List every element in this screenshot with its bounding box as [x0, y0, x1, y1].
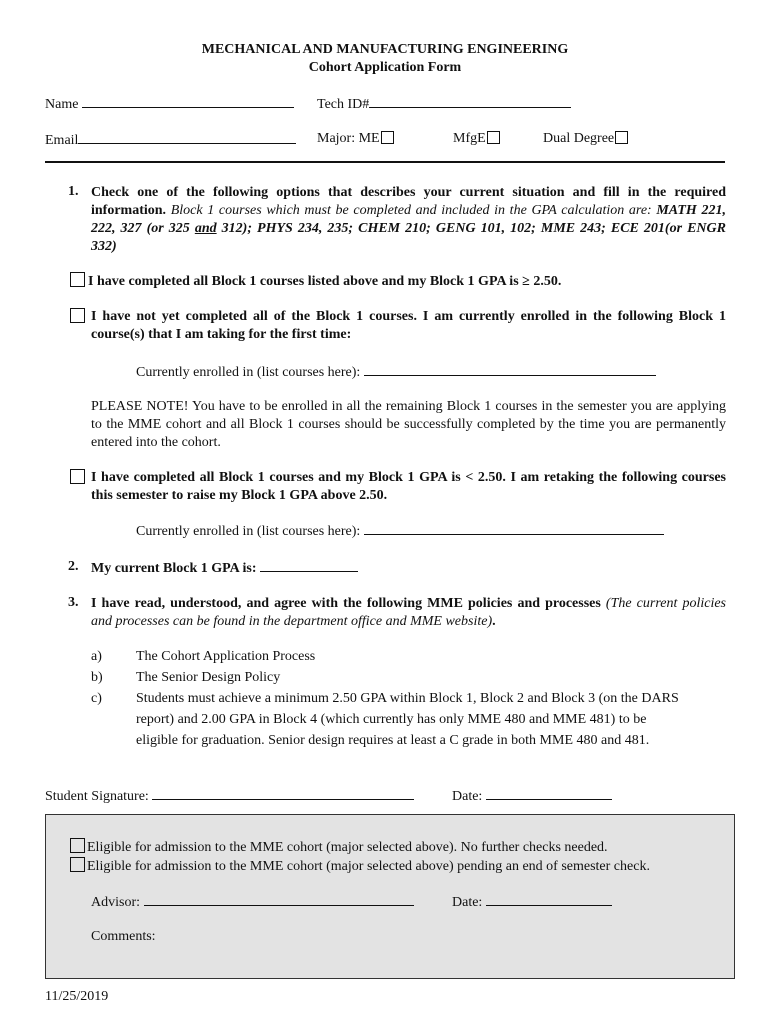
comments-label: Comments:	[91, 929, 156, 944]
advisor-line[interactable]	[144, 893, 414, 906]
tech-id-field[interactable]	[317, 95, 571, 113]
q1-option1-checkbox[interactable]	[70, 272, 85, 287]
q1-number: 1.	[68, 184, 79, 199]
student-date-line[interactable]	[486, 787, 612, 800]
name-line[interactable]	[82, 95, 294, 108]
q1-enrolled-label-2: Currently enrolled in (list courses here):	[136, 524, 361, 539]
q1-instructions	[91, 184, 726, 256]
form-title: MECHANICAL AND MANUFACTURING ENGINEERING	[201, 42, 569, 57]
student-date-label: Date:	[452, 789, 483, 804]
q1-courses-and: and	[194, 221, 217, 236]
q1-enrolled-field[interactable]	[136, 363, 656, 381]
eligible-2-label: Eligible for admission to the MME cohort (major selected above) pending an end of semester check.	[87, 859, 650, 874]
q3-item-a-marker: a)	[91, 649, 102, 664]
eligible-option-1[interactable]	[70, 838, 608, 856]
form-subtitle: Cohort Application Form	[308, 60, 462, 75]
q1-courses-b: 312); PHYS 234, 235; CHEM 210; GENG 101, 102; MME 243; ECE 201(or ENGR 332)	[91, 221, 726, 254]
eligible-1-label: Eligible for admission to the MME cohort (major selected above). No further checks needed.	[87, 840, 608, 855]
q1-enrolled-field-2[interactable]	[136, 522, 664, 540]
tech-id-line[interactable]	[369, 95, 571, 108]
q1-enrolled-line[interactable]	[364, 363, 656, 376]
q3-item-a-text: The Cohort Application Process	[136, 649, 316, 664]
advisor-label: Advisor:	[91, 895, 140, 910]
footer-date: 11/25/2019	[45, 989, 109, 1004]
email-field[interactable]	[45, 131, 296, 149]
email-line[interactable]	[78, 131, 296, 144]
q3-item-c-marker: c)	[91, 691, 102, 706]
q1-option3-checkbox-wrap[interactable]	[70, 469, 88, 487]
q2-gpa-line[interactable]	[260, 559, 358, 572]
q3-item-c-line2: report) and 2.00 GPA in Block 4 (which currently has only MME 480 and MME 481) to be	[136, 712, 647, 727]
q3-item-b-text: The Senior Design Policy	[136, 670, 281, 685]
q1-block-intro: Block 1 courses which must be completed and included in the GPA calculation are:	[166, 203, 657, 218]
email-label: Email	[45, 133, 79, 148]
eligible-1-checkbox[interactable]	[70, 838, 85, 853]
q1-option3-label: I have completed all Block 1 courses and my Block 1 GPA is < 2.50. I am retaking the following courses this semester to raise my Block 1 GPA above 2.50.	[91, 470, 726, 503]
major-mfge-label: MfgE	[453, 131, 486, 146]
q1-option2-checkbox[interactable]	[70, 308, 85, 323]
q1-option2-checkbox-wrap[interactable]	[70, 308, 88, 326]
q1-option3-checkbox[interactable]	[70, 469, 85, 484]
major-dual-label: Dual Degree	[543, 131, 615, 146]
major-dual-option[interactable]	[543, 131, 628, 147]
name-label: Name	[45, 97, 79, 112]
student-date-field[interactable]	[452, 787, 612, 805]
advisor-date-label: Date:	[452, 895, 483, 910]
major-mfge-checkbox[interactable]	[487, 131, 500, 144]
eligible-2-checkbox[interactable]	[70, 857, 85, 872]
q1-enrolled-line-2[interactable]	[364, 522, 664, 535]
tech-id-label: Tech ID#	[317, 97, 370, 112]
major-me-label: Major: ME	[317, 131, 380, 146]
q3-item-c-line3: eligible for graduation. Senior design requires at least a C grade in both MME 480 and 481.	[136, 733, 650, 748]
q3-item-c-line1: Students must achieve a minimum 2.50 GPA within Block 1, Block 2 and Block 3 (on the DARS	[136, 691, 679, 706]
advisor-date-line[interactable]	[486, 893, 612, 906]
q1-lead: Check one of the following options that describes your current situation and fill in the required information.	[91, 185, 726, 218]
eligible-option-2[interactable]	[70, 857, 650, 875]
major-me-checkbox[interactable]	[381, 131, 394, 144]
q1-note: PLEASE NOTE! You have to be enrolled in all the remaining Block 1 courses in the semester you are applying to the MME cohort and all Block 1 courses should be successfully completed by the time you are permanently entered into the cohort.	[91, 399, 726, 450]
q3-number: 3.	[68, 595, 79, 610]
student-signature-field[interactable]	[45, 787, 414, 805]
q2-label: My current Block 1 GPA is:	[91, 561, 257, 576]
q3-lead: I have read, understood, and agree with the following MME policies and processes	[91, 596, 601, 611]
student-signature-label: Student Signature:	[45, 789, 149, 804]
q2-number: 2.	[68, 559, 79, 574]
q1-enrolled-label: Currently enrolled in (list courses here):	[136, 365, 361, 380]
header-divider	[45, 161, 725, 163]
name-field[interactable]	[45, 95, 294, 113]
advisor-date-field[interactable]	[452, 893, 612, 911]
q1-courses-a: MATH 221, 222, 327 (or 325	[91, 203, 726, 236]
major-me-option[interactable]	[317, 131, 394, 147]
student-signature-line[interactable]	[152, 787, 414, 800]
q1-option2-label: I have not yet completed all of the Block 1 courses. I am currently enrolled in the following Block 1 course(s) that I am taking for the first time:	[91, 309, 726, 342]
major-mfge-option[interactable]	[453, 131, 500, 147]
q2-field[interactable]	[91, 559, 358, 577]
q1-option1[interactable]	[70, 272, 730, 290]
q1-option1-label: I have completed all Block 1 courses listed above and my Block 1 GPA is ≥ 2.50.	[88, 274, 562, 289]
q3-item-b-marker: b)	[91, 670, 103, 685]
q3-instructions	[91, 595, 726, 631]
q3-note: (The current policies and processes can be found in the department office and MME website)	[91, 596, 727, 629]
q3-period: .	[492, 614, 496, 629]
advisor-field[interactable]	[91, 893, 414, 911]
major-dual-checkbox[interactable]	[615, 131, 628, 144]
